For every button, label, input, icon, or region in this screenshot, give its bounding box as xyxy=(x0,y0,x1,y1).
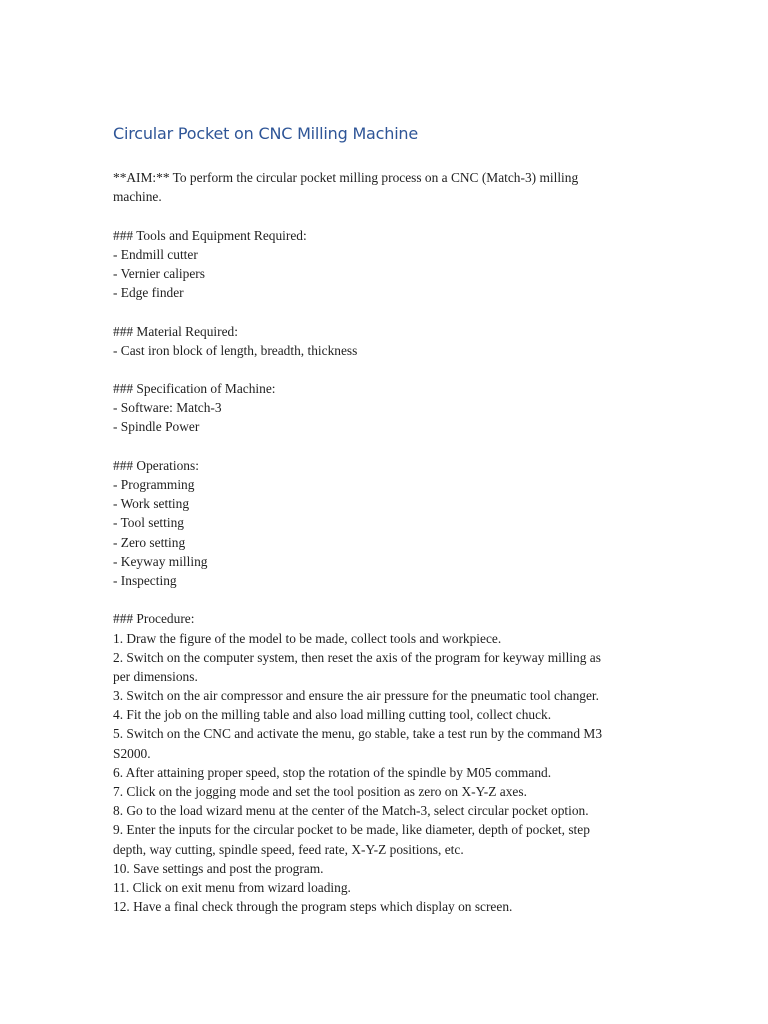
procedure-line: 2. Switch on the computer system, then reset the axis of the program for keyway milling as xyxy=(113,649,601,665)
paragraph-gap xyxy=(113,206,673,225)
aim-line: machine. xyxy=(113,189,162,205)
tools-list-item: - Endmill cutter xyxy=(113,246,198,262)
operations-list-item: - Programming xyxy=(113,477,195,492)
paragraph-gap xyxy=(113,360,673,379)
operations-list-item: - Zero setting xyxy=(113,534,186,550)
procedure-line: 9. Enter the inputs for the circular pocket to be made, like diameter, depth of pocket, step xyxy=(113,822,590,838)
aim-line: **AIM:** To perform the circular pocket milling process on a CNC (Match-3) milling xyxy=(113,170,579,185)
procedure-line: 8. Go to the load wizard menu at the center of the Match-3, select circular pocket option. xyxy=(113,803,589,819)
document-body xyxy=(113,168,673,916)
tools-heading: ### Tools and Equipment Required: xyxy=(113,227,307,243)
procedure-line: 10. Save settings and post the program. xyxy=(113,860,324,876)
operations-list-item: - Tool setting xyxy=(113,515,184,531)
procedure-line: 3. Switch on the air compressor and ensure the air pressure for the pneumatic tool changer. xyxy=(113,688,599,704)
procedure-line: 12. Have a final check through the program steps which display on screen. xyxy=(113,899,513,915)
tools-list-item: - Vernier calipers xyxy=(113,265,205,281)
operations-heading: ### Operations: xyxy=(113,457,199,473)
procedure-line: per dimensions. xyxy=(113,668,198,684)
procedure-heading: ### Procedure: xyxy=(113,611,195,627)
procedure-line: depth, way cutting, spindle speed, feed rate, X-Y-Z positions, etc. xyxy=(113,841,464,857)
procedure-line: S2000. xyxy=(113,745,151,761)
operations-list-item: - Inspecting xyxy=(113,572,177,588)
operations-list-item: - Keyway milling xyxy=(113,553,208,569)
specification-list-item: - Spindle Power xyxy=(113,419,200,435)
procedure-line: 5. Switch on the CNC and activate the menu, go stable, take a test run by the command M3 xyxy=(113,726,603,742)
specification-list-item: - Software: Match-3 xyxy=(113,400,222,416)
procedure-line: 4. Fit the job on the milling table and also load milling cutting tool, collect chuck. xyxy=(113,707,552,723)
paragraph-gap xyxy=(113,437,673,456)
material-list-item: - Cast iron block of length, breadth, thickness xyxy=(113,342,358,358)
procedure-line: 7. Click on the jogging mode and set the tool position as zero on X-Y-Z axes. xyxy=(113,784,527,799)
paragraph-gap xyxy=(113,302,673,321)
specification-heading: ### Specification of Machine: xyxy=(113,381,276,397)
procedure-line: 1. Draw the figure of the model to be made, collect tools and workpiece. xyxy=(113,630,502,646)
operations-list-item: - Work setting xyxy=(113,496,190,512)
procedure-line: 6. After attaining proper speed, stop the rotation of the spindle by M05 command. xyxy=(113,764,552,780)
procedure-line: 11. Click on exit menu from wizard loading. xyxy=(113,879,351,895)
document-title: Circular Pocket on CNC Milling Machine xyxy=(113,124,419,143)
material-heading: ### Material Required: xyxy=(113,323,238,339)
paragraph-gap xyxy=(113,590,673,609)
tools-list-item: - Edge finder xyxy=(113,285,184,301)
